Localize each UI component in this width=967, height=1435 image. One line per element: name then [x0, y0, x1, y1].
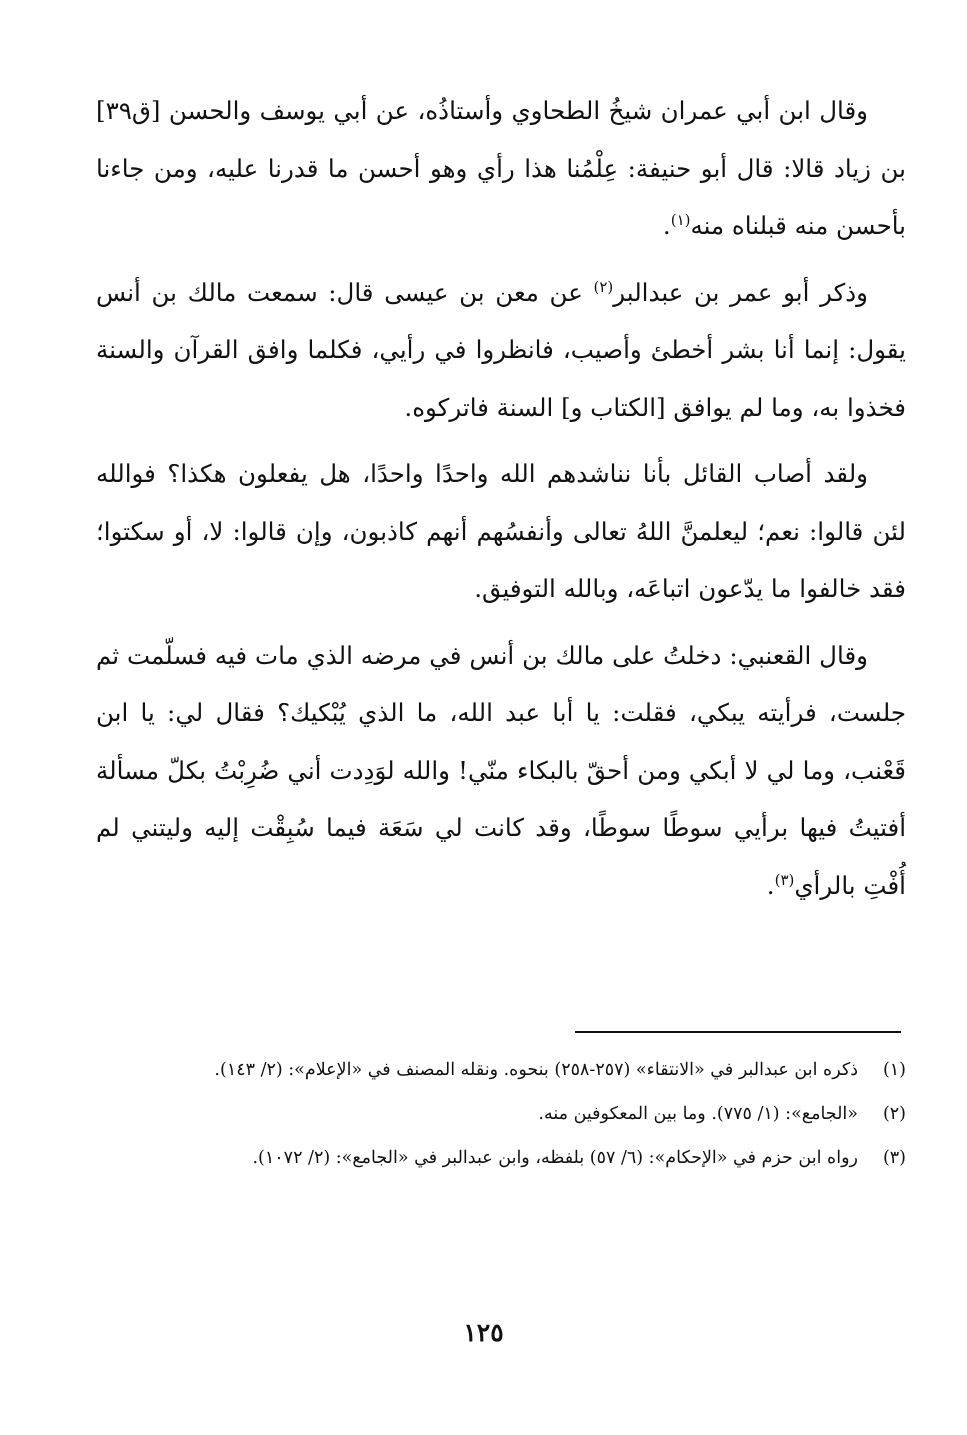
- paragraph-4-text: وقال القعنبي: دخلتُ على مالك بن أنس في مرضه الذي مات فيه فسلّمت ثم جلست، فرأيته يبكي، فقلت: يا أبا عبد الله، ما الذي يُبْكيك؟ فقال لي: يا ابن قَعْنب، وما لي لا أبكي ومن أحقّ بالبكاء منّي! والله لوَدِدت أني ضُرِبْتُ بكلّ مسألة أفتيتُ فيها برأيي سوطًا سوطًا، وقد كانت لي سَعَة فيما سُبِقْت إليه وليتني لم أُفْتِ بالرأي: [96, 640, 906, 900]
- paragraph-4: [96, 627, 906, 915]
- page-number: ١٢٥: [463, 1318, 504, 1347]
- paragraph-1-end: .: [662, 211, 671, 240]
- footnote-1-text: ذكره ابن عبدالبر في «الانتقاء» (٢٥٧-٢٥٨) بنحوه. ونقله المصنف في «الإعلام»: (٢/ ١٤٣).: [214, 1060, 858, 1080]
- footnote-3-number: (٣): [882, 1148, 906, 1168]
- footnote-1: [96, 1050, 906, 1090]
- footnote-ref-3: (٣): [774, 870, 795, 889]
- paragraph-3-text: ولقد أصاب القائل بأنا نناشدهم الله واحدًا واحدًا، هل يفعلون هكذا؟ فوالله لئن قالوا: نعم؛ ليعلمنَّ اللهُ تعالى وأنفسُهم أنهم كاذبون، وإن قالوا: لا، أو سكتوا؛ فقد خالفوا ما يدّعون اتباعَه، وبالله التوفيق.: [96, 459, 906, 603]
- paragraph-4-end: .: [766, 870, 775, 900]
- footnote-2: [96, 1094, 906, 1134]
- footnote-ref-1: (١): [670, 211, 691, 229]
- paragraph-2-text: وذكر أبو عمر بن عبدالبر: [613, 277, 868, 307]
- footnote-3: [96, 1138, 906, 1178]
- footnote-2-number: (٢): [882, 1104, 906, 1124]
- footnotes: [96, 1050, 906, 1182]
- main-text: [96, 82, 906, 923]
- paragraph-1: [96, 82, 906, 255]
- paragraph-1-text: وقال ابن أبي عمران شيخُ الطحاوي وأستاذُه، عن أبي يوسف والحسن [ق٣٩] بن زياد قالا: قال أبو حنيفة: عِلْمُنا هذا رأي وهو أحسن ما قدرنا عليه، ومن جاءنا بأحسن منه قبلناه منه: [96, 96, 906, 240]
- paragraph-2: [96, 264, 906, 437]
- paragraph-2-end: عن معن بن عيسى قال: سمعت مالك بن أنس يقول: إنما أنا بشر أخطئ وأصيب، فانظروا في رأيي، فكلما وافق القرآن والسنة فخذوا به، وما لم يوافق [الكتاب و] السنة فاتركوه.: [96, 277, 906, 422]
- paragraph-3: [96, 445, 906, 618]
- footnote-1-number: (١): [882, 1060, 906, 1080]
- footnote-separator: [575, 1031, 901, 1033]
- footnote-2-text: «الجامع»: (١/ ٧٧٥). وما بين المعكوفين منه.: [538, 1104, 858, 1124]
- footnote-ref-2: (٢): [593, 277, 614, 296]
- footnote-3-text: رواه ابن حزم في «الإحكام»: (٦/ ٥٧) بلفظه، وابن عبدالبر في «الجامع»: (٢/ ١٠٧٢).: [252, 1148, 858, 1168]
